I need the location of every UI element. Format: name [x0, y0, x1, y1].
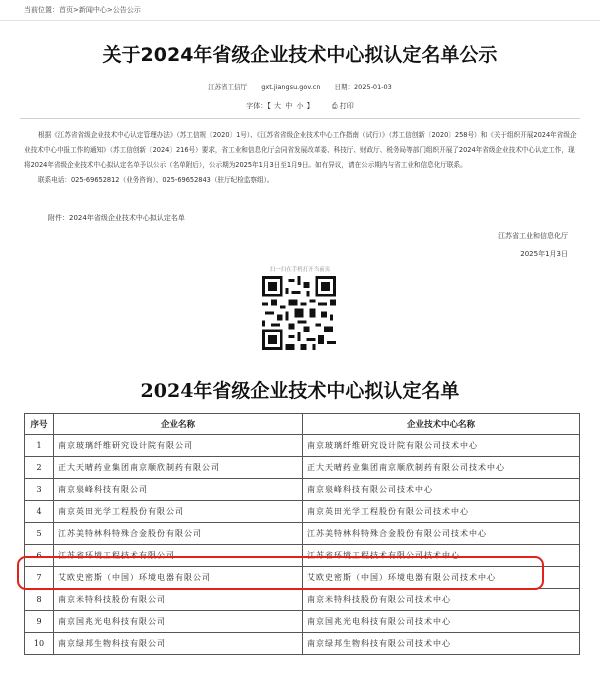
- article-contact: 联系电话：025-69652812（业务咨询）、025-69652843（驻厅纪检监察组）。: [38, 176, 274, 184]
- article-site[interactable]: gxt.jiangsu.gov.cn: [261, 83, 321, 91]
- table-row: [25, 457, 580, 479]
- table-row: [25, 589, 580, 611]
- header-no: 序号: [25, 414, 54, 435]
- row-company: 江苏美特林科特殊合金股份有限公司: [54, 523, 303, 545]
- row-no: 2: [25, 457, 54, 479]
- row-company: 南京玻璃纤维研究设计院有限公司: [54, 435, 303, 457]
- qr-code-icon: [262, 276, 336, 350]
- article-paragraph: 根据《江苏省省级企业技术中心认定管理办法》（苏工信规〔2020〕1号）、《江苏省省级企业技术中心工作指南（试行）》（苏工信创新〔2020〕258号）和《关于组织开展2024年省级企业技术中心申报工作的通知》（苏工信创新〔2024〕216号）要求，省工业和信息化厅会同省发展改革委、科技厅、财政厅、税务局等部门组织开展了2024年省级企业技术中心认定工作，现将2024年省级企业技术中心拟认定名单予以公示（名单附后），公示期为2025年1月3日至1月9日。如有异议，请在公示期内与省工业和信息化厅联系。: [24, 131, 577, 169]
- font-medium-button[interactable]: 中: [285, 102, 293, 110]
- row-no: 4: [25, 501, 54, 523]
- print-button[interactable]: [332, 102, 354, 110]
- row-center: 艾欧史密斯（中国）环境电器有限公司技术中心: [303, 567, 580, 589]
- row-center: 南京英田光学工程股份有限公司技术中心: [303, 501, 580, 523]
- row-center: 江苏美特林科特殊合金股份有限公司技术中心: [303, 523, 580, 545]
- row-company: 南京英田光学工程股份有限公司: [54, 501, 303, 523]
- font-size-controls: [0, 101, 600, 111]
- article-title: 关于2024年省级企业技术中心拟认定名单公示: [102, 44, 498, 66]
- attachment-link[interactable]: 附件：2024年省级企业技术中心拟认定名单: [48, 214, 185, 222]
- table-row: [25, 633, 580, 655]
- table-row: [25, 435, 580, 457]
- row-company: 南京米特科技股份有限公司: [54, 589, 303, 611]
- document-title: 2024年省级企业技术中心拟认定名单: [140, 380, 460, 402]
- row-company: 江苏省环境工程技术有限公司: [54, 545, 303, 567]
- row-no: 6: [25, 545, 54, 567]
- font-size-label: 字体：【: [246, 102, 271, 110]
- table-row: [25, 567, 580, 589]
- header-center: 企业技术中心名称: [303, 414, 580, 435]
- divider: [20, 118, 580, 119]
- row-no: 10: [25, 633, 54, 655]
- row-center: 正大天晴药业集团南京顺欣制药有限公司技术中心: [303, 457, 580, 479]
- table-row: [25, 523, 580, 545]
- breadcrumb: [0, 0, 600, 21]
- row-center: 南京国兆光电科技有限公司技术中心: [303, 611, 580, 633]
- article-meta: [0, 82, 600, 91]
- article-source: 江苏省工信厅: [208, 83, 248, 91]
- row-company: 南京绿邦生物科技有限公司: [54, 633, 303, 655]
- signature: 江苏省工业和信息化厅: [498, 232, 568, 240]
- row-no: 8: [25, 589, 54, 611]
- table-row: [25, 479, 580, 501]
- font-large-button[interactable]: 大: [273, 102, 281, 110]
- row-company: 正大天晴药业集团南京顺欣制药有限公司: [54, 457, 303, 479]
- table-row: [25, 501, 580, 523]
- font-size-close: 】: [306, 102, 314, 110]
- row-no: 1: [25, 435, 54, 457]
- table-row-highlighted: [25, 545, 580, 567]
- signature-date: 2025年1月3日: [520, 250, 568, 258]
- header-company: 企业名称: [54, 414, 303, 435]
- article-date: 日期：2025-01-03: [334, 83, 392, 91]
- row-center: 南京绿邦生物科技有限公司技术中心: [303, 633, 580, 655]
- font-small-button[interactable]: 小: [296, 102, 304, 110]
- qr-caption: 扫一扫在手机打开当前页: [269, 267, 331, 273]
- row-company: 艾欧史密斯（中国）环境电器有限公司: [54, 567, 303, 589]
- row-no: 9: [25, 611, 54, 633]
- candidate-table: [24, 413, 580, 655]
- row-center: 南京米特科技股份有限公司技术中心: [303, 589, 580, 611]
- article-body: [24, 128, 579, 188]
- row-center: 南京玻璃纤维研究设计院有限公司技术中心: [303, 435, 580, 457]
- row-center: 江苏省环境工程技术有限公司技术中心: [303, 545, 580, 567]
- row-no: 5: [25, 523, 54, 545]
- table-row: [25, 611, 580, 633]
- row-center: 南京泉峰科技有限公司技术中心: [303, 479, 580, 501]
- table-header-row: [25, 414, 580, 435]
- printer-icon: ⎙: [331, 102, 338, 110]
- row-company: 南京国兆光电科技有限公司: [54, 611, 303, 633]
- row-no: 3: [25, 479, 54, 501]
- row-company: 南京泉峰科技有限公司: [54, 479, 303, 501]
- row-no: 7: [25, 567, 54, 589]
- breadcrumb-text[interactable]: 当前位置：首页>新闻中心>公告公示: [24, 6, 141, 14]
- print-label: 打印: [339, 102, 354, 110]
